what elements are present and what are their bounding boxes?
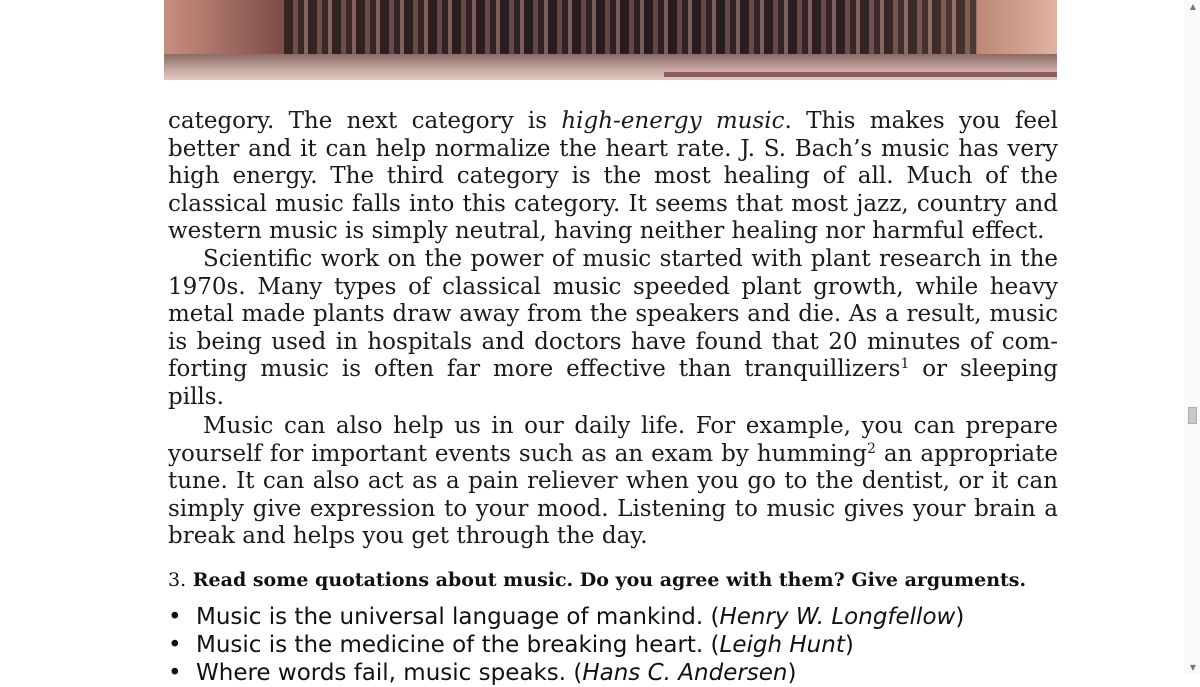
vertical-scrollbar[interactable] xyxy=(1184,0,1200,674)
exercise-number: 3. xyxy=(168,569,187,591)
scroll-down-icon[interactable]: ▼ xyxy=(1189,663,1196,672)
bullet-icon: • xyxy=(168,604,182,630)
quote-author: Hans C. Andersen xyxy=(582,660,788,686)
list-item: • Music is the medicine of the breaking heart. (Leigh Hunt) xyxy=(168,632,854,658)
bullet-icon: • xyxy=(168,632,182,658)
emphasis-high-energy: high-energy music xyxy=(561,108,785,134)
paragraph-daily-life: Music can also help us in our daily life. For example, you can prepare yourself for important events such as an exam by humming$^2$ an appropriate tune. It can also act as a pain reliever when you go to the dentist, or it can simply give expression to your mood. Listening to music gives your brain a break and helps you get through the day. xyxy=(168,413,1058,549)
footnote-marker-1: 1 xyxy=(900,356,910,372)
orchestra-photo xyxy=(164,0,1057,80)
quote-author: Henry W. Longfellow xyxy=(719,604,956,630)
orchestra-musicians xyxy=(284,0,977,58)
paragraph-plant-research: Scientific work on the power of music started with plant research in the 1970s. Many types of classical music speeded plant growth, while heavy metal made plants draw away from the speakers and die. As a result, music is being used in hospitals and doctors have found that 20 minutes of com- forting music is often far more effective than tranquillizers$^1$ or sleeping pills. xyxy=(168,246,1058,410)
quote-author: Leigh Hunt xyxy=(719,632,845,658)
quotations-list xyxy=(168,603,964,687)
footnote-marker-2: 2 xyxy=(867,440,876,457)
stage-light-strip xyxy=(664,72,1057,77)
exercise-heading xyxy=(168,569,1058,591)
scrollbar-thumb[interactable] xyxy=(1188,407,1197,424)
bullet-icon: • xyxy=(168,660,182,686)
paragraph-categories: category. The next category is high-energy music. This makes you feel better and it can help normalize the heart rate. J. S. Bach’s music has very high energy. The third category is the most healing of all. Much of the classical music falls into this category. It seems that most jazz, country and western music is simply neutral, having neither healing nor harmful effect. xyxy=(168,108,1058,244)
list-item: • Music is the universal language of mankind. (Henry W. Longfellow) xyxy=(168,604,965,630)
exercise-instruction: Read some quotations about music. Do you agree with them? Give arguments. xyxy=(192,569,1027,591)
scroll-up-icon[interactable]: ▲ xyxy=(1189,2,1196,11)
list-item: • Where words fail, music speaks. (Hans C. Andersen) xyxy=(168,660,797,686)
